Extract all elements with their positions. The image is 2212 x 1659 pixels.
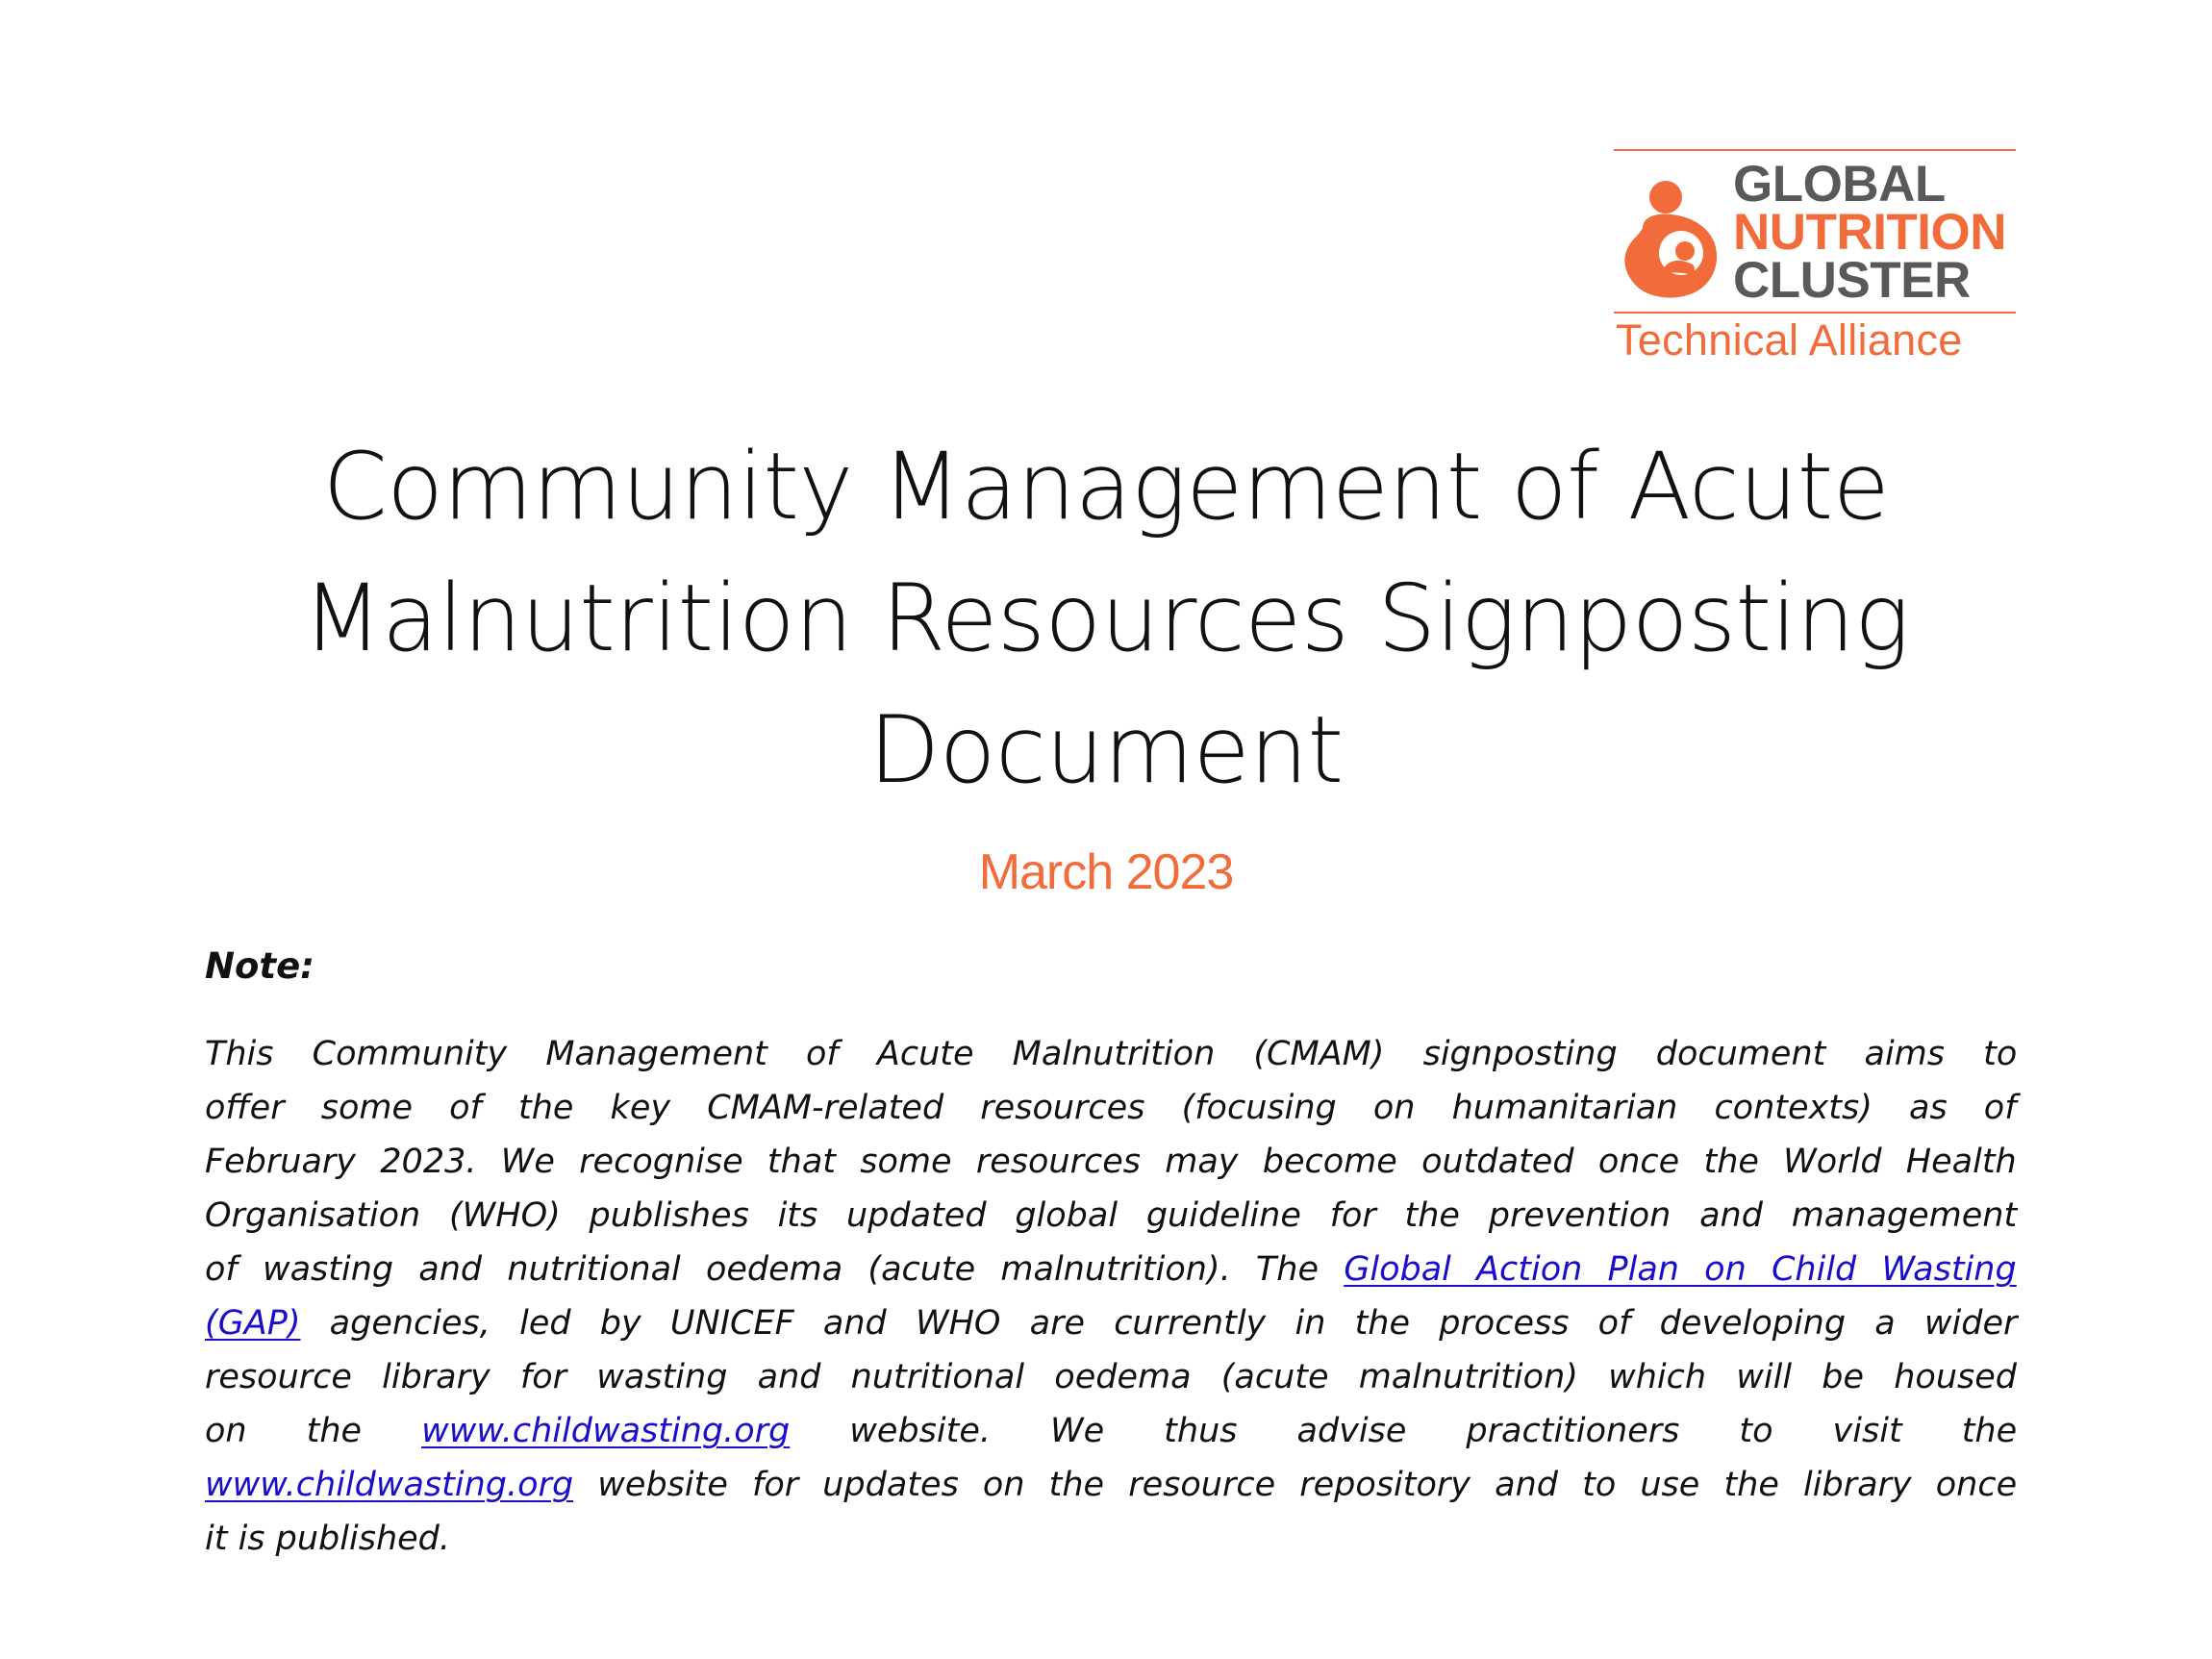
- note-text: This Community Management of Acute Malnutrition (CMAM) signposting document aims to: [205, 1035, 2018, 1073]
- note-line-1: [205, 1027, 2017, 1081]
- title-line-1: Community Management of Acute: [322, 433, 1890, 540]
- note-text: offer some of the key CMAM-related resources (focusing on humanitarian contexts) as of: [205, 1089, 2017, 1127]
- note-line-4: [205, 1189, 2017, 1243]
- note-line-9: [205, 1458, 2017, 1512]
- mother-and-child-icon: [1614, 168, 1729, 303]
- note-text: on the: [205, 1412, 422, 1450]
- note-text: website. We thus advise practitioners to visit the: [790, 1412, 2018, 1450]
- note-text: February 2023. We recognise that some resources may become outdated once the World Health: [205, 1143, 2017, 1181]
- note-heading: Note:: [205, 945, 314, 987]
- childwasting-link[interactable]: www.childwasting.org: [421, 1412, 791, 1450]
- title-line-2: Malnutrition Resources Signposting: [302, 565, 1910, 672]
- note-paragraph: [205, 1027, 2017, 1566]
- global-nutrition-cluster-logo: [1614, 147, 2016, 368]
- note-text: it is published.: [205, 1520, 451, 1558]
- note-line-7: [205, 1350, 2017, 1404]
- title-line-3: Document: [868, 696, 1344, 804]
- note-line-5: [205, 1243, 2017, 1296]
- logo-word-cluster: CLUSTER: [1733, 252, 1971, 309]
- note-line-10: [205, 1512, 2017, 1566]
- note-text: Organisation (WHO) publishes its updated global guideline for the prevention and management: [205, 1196, 2018, 1235]
- document-title: [192, 421, 2020, 817]
- logo-middle-rule: [1614, 312, 2016, 314]
- childwasting-link[interactable]: www.childwasting.org: [205, 1466, 574, 1504]
- note-line-8: [205, 1404, 2017, 1458]
- logo-word-global: GLOBAL: [1733, 156, 1946, 213]
- note-line-2: [205, 1081, 2017, 1135]
- note-line-3: [205, 1135, 2017, 1189]
- logo-top-rule: [1614, 149, 2016, 151]
- logo-word-nutrition: NUTRITION: [1733, 204, 2007, 261]
- note-line-6: [205, 1296, 2017, 1350]
- note-text: agencies, led by UNICEF and WHO are currently in the process of developing a wider: [300, 1304, 2018, 1343]
- publication-date: March 2023: [978, 844, 1234, 900]
- note-text: resource library for wasting and nutritional oedema (acute malnutrition) which will be housed: [205, 1358, 2017, 1396]
- gap-link[interactable]: (GAP): [205, 1304, 301, 1343]
- logo-subtitle: Technical Alliance: [1616, 315, 1963, 364]
- note-text: of wasting and nutritional oedema (acute malnutrition). The: [205, 1250, 1345, 1289]
- note-text: website for updates on the resource repository and to use the library once: [573, 1466, 2018, 1504]
- global-action-plan-link[interactable]: Global Action Plan on Child Wasting: [1344, 1250, 2017, 1289]
